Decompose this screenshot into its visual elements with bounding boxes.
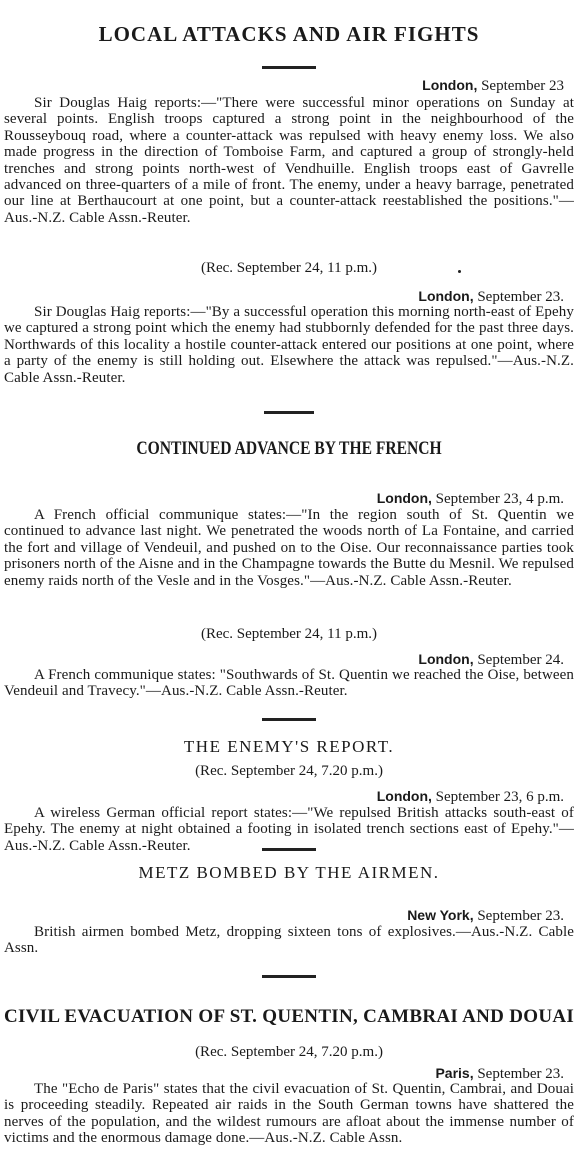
dateline-city: London,: [418, 288, 474, 304]
dateline-date: September 23, 6 p.m.: [435, 789, 564, 805]
short-rule: [262, 848, 316, 851]
dateline-local-1: [422, 76, 564, 95]
short-rule: [264, 411, 314, 414]
headline-civil-evacuation: CIVIL EVACUATION OF ST. QUENTIN, CAMBRAI AND DOUAI: [3, 1006, 575, 1027]
dateline-city: London,: [376, 490, 432, 506]
dateline-metz: [407, 906, 564, 925]
short-rule: [262, 975, 316, 978]
article-metz: British airmen bombed Metz, dropping sixteen tons of explosives.—Aus.-N.Z. Cable Assn.: [4, 924, 574, 957]
dateline-date: September 23.: [477, 1066, 564, 1082]
received-note-local: (Rec. September 24, 11 p.m.): [200, 260, 378, 276]
article-local-2: Sir Douglas Haig reports:—"By a successful operation this morning north-east of Epehy we captured a strong point which the enemy had stubbornly defended for the past three days. Northwards of this locality a hostile counter-attack entered our positions at one point, where a party of the enemy is still holding out. Elsewhere the attack was repulsed."—Aus.-N.Z. Cable Assn.-Reuter.: [4, 304, 574, 386]
headline-metz: METZ BOMBED BY THE AIRMEN.: [138, 863, 440, 882]
dateline-city: London,: [422, 77, 478, 93]
dateline-city: Paris,: [435, 1065, 474, 1081]
article-local-1: Sir Douglas Haig reports:—"There were successful minor operations on Sunday at several points. English troops captured a strong point in the neighbourhood of the Rousseybouq road, where a counter-attack was repulsed with heavy enemy loss. We also made progress in the direction of Tomboise Farm, and captured a group of strongly-held trenches and strong points north-west of Vendhuille. English troops east of Gavrelle advanced on three-quarters of a mile of front. The enemy, under a heavy barrage, penetrated our line at Berthaucourt at one point, but a counter-attack reestablished the positions."—Aus.-N.Z. Cable Assn.-Reuter.: [4, 95, 574, 226]
article-french-1: A French official communique states:—"In the region south of St. Quentin we continued to advance last night. We penetrated the woods north of La Fontaine, and carried the fort and village of Vendeuil, and pushed on to the Oise. Our reconnaissance parties took prisoners north of the Aisne and in the Champagne towards the Butte du Mesnil. We repulsed enemy raids north of the Vesle and in the Vosges."—Aus.-N.Z. Cable Assn.-Reuter.: [4, 507, 574, 589]
dateline-city: New York,: [407, 907, 474, 923]
headline-local-attacks: LOCAL ATTACKS AND AIR FIGHTS: [98, 22, 480, 46]
short-rule: [262, 718, 316, 721]
received-note-enemy: (Rec. September 24, 7.20 p.m.): [195, 763, 383, 779]
dateline-french-1: [377, 489, 564, 508]
article-enemy: A wireless German official report states:—"We repulsed British attacks south-east of Epehy. The enemy at night obtained a footing in isolated trench sections east of Epehy."—Aus.-N.Z. Cable Assn.-Reuter.: [4, 805, 574, 854]
headline-french-advance: CONTINUED ADVANCE BY THE FRENCH: [136, 438, 442, 459]
dateline-date: September 23: [481, 78, 564, 94]
print-speck: [458, 270, 461, 273]
article-french-2: A French communique states: "Southwards of St. Quentin we reached the Oise, between Vendeuil and Travecy."—Aus.-N.Z. Cable Assn.-Reuter.: [4, 667, 574, 700]
headline-enemy-report: THE ENEMY'S REPORT.: [183, 737, 395, 756]
short-rule: [262, 66, 316, 69]
dateline-date: September 23.: [477, 908, 564, 924]
dateline-city: London,: [418, 651, 474, 667]
dateline-city: London,: [376, 788, 432, 804]
received-note-civil: (Rec. September 24, 7.20 p.m.): [195, 1044, 383, 1060]
dateline-date: September 23.: [477, 289, 564, 305]
dateline-enemy: [377, 787, 564, 806]
dateline-date: September 23, 4 p.m.: [435, 491, 564, 507]
dateline-date: September 24.: [477, 652, 564, 668]
received-note-french: (Rec. September 24, 11 p.m.): [200, 626, 378, 642]
article-civil: The "Echo de Paris" states that the civil evacuation of St. Quentin, Cambrai, and Douai is proceeding steadily. Repeated air raids in the South German towns have shattered the nerves of the population, and the wildest rumours are afloat about the immense number of victims and the enormous damage done.—Aus.-N.Z. Cable Assn.: [4, 1081, 574, 1147]
